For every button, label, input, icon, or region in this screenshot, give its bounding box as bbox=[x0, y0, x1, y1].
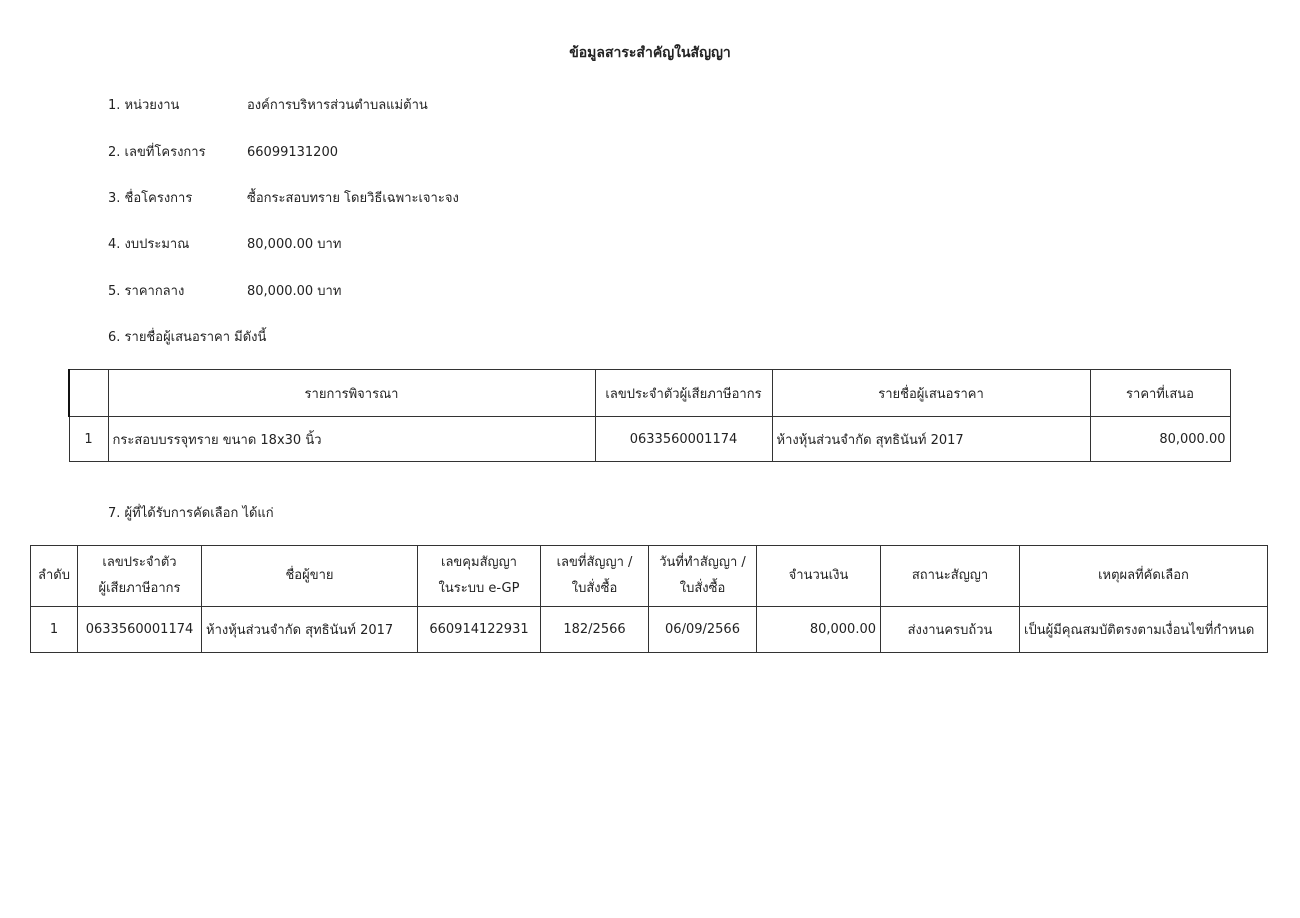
table-cell: 1 bbox=[69, 417, 108, 462]
info-row-agency bbox=[108, 95, 428, 117]
table-header-cell bbox=[649, 546, 757, 607]
bidders-section-label: 6. รายชื่อผู้เสนอราคา มีดังนี้ bbox=[108, 330, 267, 345]
info-row-project-number bbox=[108, 142, 338, 164]
table-cell: กระสอบบรรจุทราย ขนาด 18x30 นิ้ว bbox=[108, 417, 595, 462]
table-cell: 0633560001174 bbox=[78, 607, 202, 653]
table-cell: ห้างหุ้นส่วนจำกัด สุทธินันท์ 2017 bbox=[202, 607, 418, 653]
table-row bbox=[69, 417, 1230, 462]
info-label: 3. ชื่อโครงการ bbox=[108, 191, 193, 206]
header-line: เลขประจำตัว bbox=[102, 555, 177, 570]
table-header-cell bbox=[541, 546, 649, 607]
header-line: เลขที่สัญญา / bbox=[556, 555, 633, 570]
table-cell: ส่งงานครบถ้วน bbox=[881, 607, 1020, 653]
header-line: ชื่อผู้ขาย bbox=[285, 568, 334, 583]
table-cell: 06/09/2566 bbox=[649, 607, 757, 653]
header-line: ผู้เสียภาษีอากร bbox=[98, 581, 181, 596]
table-header-cell: รายชื่อผู้เสนอราคา bbox=[772, 370, 1090, 417]
table-cell: 182/2566 bbox=[541, 607, 649, 653]
table-cell: 660914122931 bbox=[418, 607, 541, 653]
info-value: 80,000.00 บาท bbox=[247, 237, 342, 252]
table-header-cell: เลขประจำตัวผู้เสียภาษีอากร bbox=[595, 370, 772, 417]
selected-section-label: 7. ผู้ที่ได้รับการคัดเลือก ได้แก่ bbox=[108, 506, 274, 521]
info-value: 66099131200 bbox=[247, 145, 338, 160]
info-value: ซื้อกระสอบทราย โดยวิธีเฉพาะเจาะจง bbox=[247, 191, 459, 206]
info-row-budget bbox=[108, 234, 341, 256]
header-line: ใบสั่งซื้อ bbox=[679, 581, 726, 596]
header-line: เหตุผลที่คัดเลือก bbox=[1098, 568, 1189, 583]
table-cell: 0633560001174 bbox=[595, 417, 772, 462]
table-header-cell: ราคาที่เสนอ bbox=[1090, 370, 1230, 417]
table-header-cell bbox=[31, 546, 78, 607]
table-row bbox=[31, 607, 1268, 653]
table-header-row bbox=[69, 370, 1230, 417]
info-row-median-price bbox=[108, 281, 341, 303]
header-line: จำนวนเงิน bbox=[788, 568, 849, 583]
table-header-row bbox=[31, 546, 1268, 607]
header-line: ลำดับ bbox=[38, 568, 70, 583]
table-header-cell bbox=[202, 546, 418, 607]
table-header-cell: รายการพิจารณา bbox=[108, 370, 595, 417]
info-label: 4. งบประมาณ bbox=[108, 237, 190, 252]
table-header-cell bbox=[78, 546, 202, 607]
info-row-project-name bbox=[108, 188, 459, 210]
table-cell: 80,000.00 bbox=[757, 607, 881, 653]
info-label: 2. เลขที่โครงการ bbox=[108, 145, 206, 160]
table-header-cell bbox=[757, 546, 881, 607]
selected-table bbox=[30, 545, 1268, 653]
table-cell: เป็นผู้มีคุณสมบัติตรงตามเงื่อนไขที่กำหนด bbox=[1020, 607, 1268, 653]
header-line: ในระบบ e-GP bbox=[438, 581, 520, 596]
table-header-cell bbox=[69, 370, 108, 417]
table-cell: 80,000.00 bbox=[1090, 417, 1230, 462]
info-label: 5. ราคากลาง bbox=[108, 284, 185, 299]
bidders-table bbox=[68, 369, 1231, 462]
table-header-cell bbox=[1020, 546, 1268, 607]
info-label: 1. หน่วยงาน bbox=[108, 98, 180, 113]
table-cell: ห้างหุ้นส่วนจำกัด สุทธินันท์ 2017 bbox=[772, 417, 1090, 462]
header-line: เลขคุมสัญญา bbox=[441, 555, 517, 570]
header-line: ใบสั่งซื้อ bbox=[571, 581, 618, 596]
table-header-cell bbox=[418, 546, 541, 607]
document-title: ข้อมูลสาระสำคัญในสัญญา bbox=[569, 45, 731, 61]
header-line: สถานะสัญญา bbox=[911, 568, 989, 583]
info-value: 80,000.00 บาท bbox=[247, 284, 342, 299]
table-cell: 1 bbox=[31, 607, 78, 653]
header-line: วันที่ทำสัญญา / bbox=[659, 555, 746, 570]
info-value: องค์การบริหารส่วนตำบลแม่ต้าน bbox=[247, 98, 428, 113]
table-header-cell bbox=[881, 546, 1020, 607]
